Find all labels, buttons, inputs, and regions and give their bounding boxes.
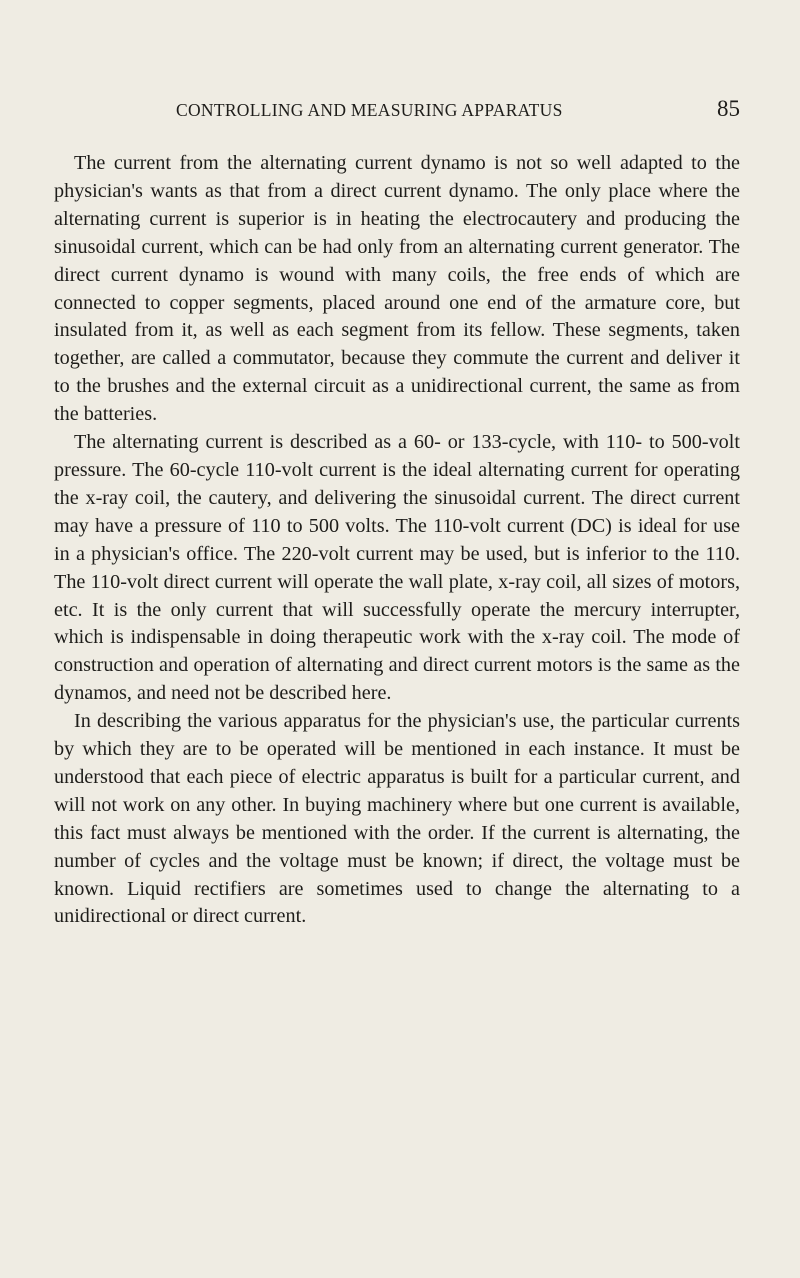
page-number: 85 [717,96,740,121]
paragraph-apparatus-currents: In describing the various apparatus for the physician's use, the particular currents by which they are to be operated will be mentioned in each instance. It must be understood that each piece of electric apparatus is built for a particular current, and will not work on any other. In buying machinery where but one current is available, this fact must always be mentioned with the order. If the current is alternating, the number of cycles and the voltage must be known; if direct, the voltage must be known. Liquid rectifiers are sometimes used to change the alternating to a unidirectional or direct current. [54,710,740,928]
running-title: CONTROLLING AND MEASURING APPARATUS [176,100,563,120]
running-head [64,98,740,128]
body-text [54,150,740,931]
paragraph-current-ratings: The alternating current is described as a 60- or 133-cycle, with 110- to 500-volt pressure. The 60-cycle 110-volt current is the ideal alternating current for operating the x-ray coil, the cautery, and delivering the sinusoidal current. The direct current may have a pressure of 110 to 500 volts. The 110-volt current (DC) is ideal for use in a physician's office. The 220-volt current may be used, but is inferior to the 110. The 110-volt direct current will operate the wall plate, x-ray coil, all sizes of motors, etc. It is the only current that will successfully operate the mercury interrupter, which is indispensable in doing therapeutic work with the x-ray coil. The mode of construction and operation of alternating and direct current motors is the same as the dynamos, and need not be described here. [54,431,740,705]
paragraph-dynamo-comparison: The current from the alternating current dynamo is not so well adapted to the physician's wants as that from a direct current dynamo. The only place where the alternating current is superior is in heating the electrocautery and producing the sinusoidal current, which can be had only from an alternating current generator. The direct current dynamo is wound with many coils, the free ends of which are connected to copper segments, placed around one end of the armature core, but insulated from it, as well as each segment from its fellow. These segments, taken together, are called a commutator, because they commute the current and deliver it to the brushes and the external circuit as a unidirectional current, the same as from the batteries. [54,152,740,426]
